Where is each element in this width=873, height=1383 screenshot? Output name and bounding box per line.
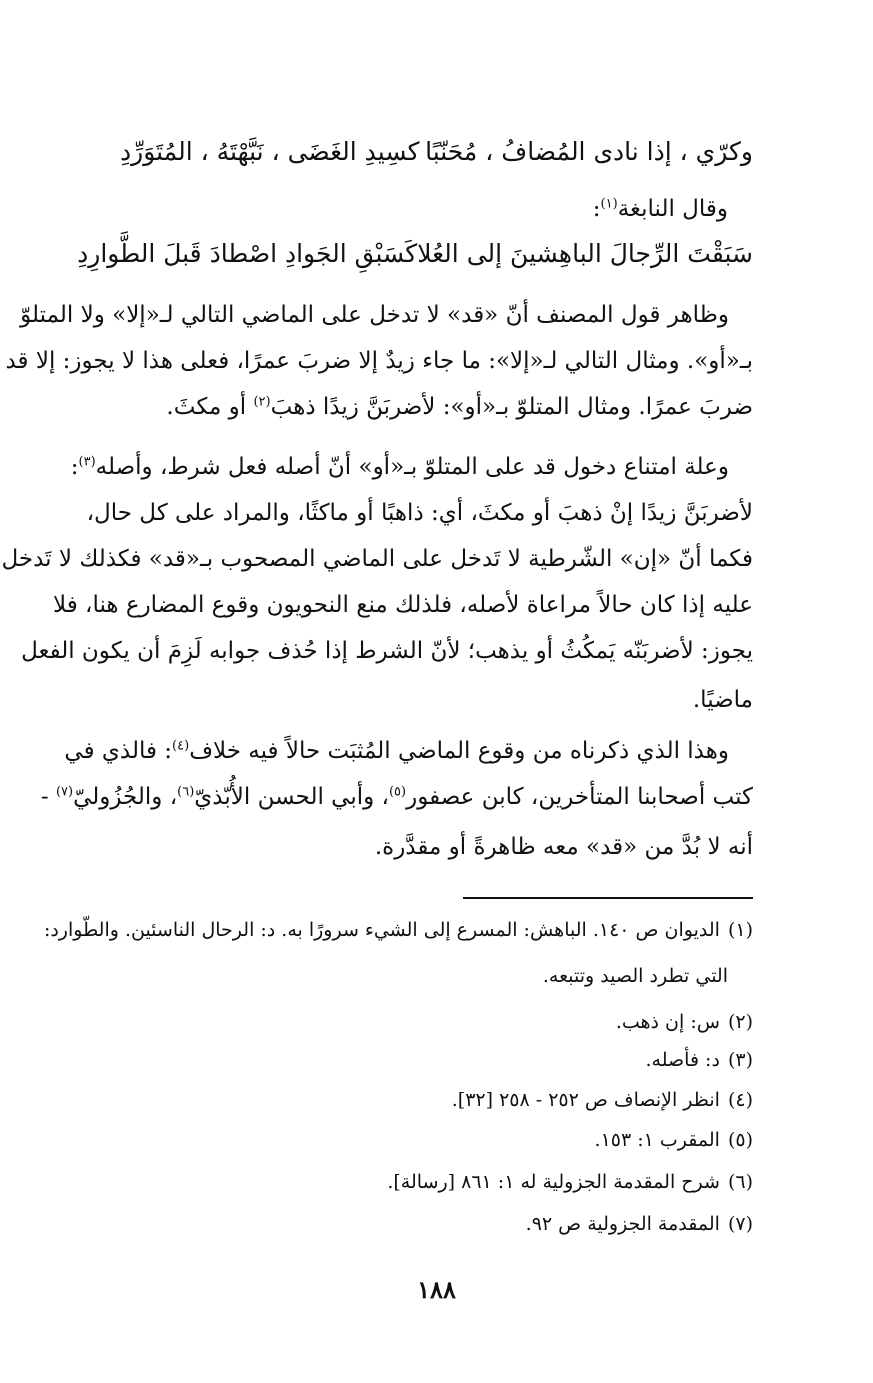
footnote <box>120 1006 753 1038</box>
verse-second-hemistich: كَسَبْقِ الجَوادِ اصْطادَ قَبلَ الطَّوارِدِ <box>77 239 418 268</box>
footnote-ref: (٧) <box>55 784 74 800</box>
footnote-ref: (١) <box>600 196 618 212</box>
footnote <box>120 1208 753 1240</box>
text-segment: أو مكثَ. <box>166 394 254 420</box>
footnote-ref: (٦) <box>177 784 195 800</box>
text-line: يجوز: لأضربَنّه يَمكُثُ أو يذهب؛ لأنّ الشرط إذا حُذف جوابه لَزِمَ أن يكون الفعل <box>21 638 753 664</box>
footnote <box>120 1084 753 1116</box>
footnote-number: (٤) <box>727 1089 753 1111</box>
verse-line <box>77 234 753 274</box>
intro-colon: : <box>592 196 601 222</box>
footnote-ref: (٥) <box>388 784 407 800</box>
footnote <box>120 1044 753 1076</box>
text-segment: كتب أصحابنا المتأخرين، كابن عصفور <box>406 784 753 810</box>
footnote-number: (٧) <box>727 1213 753 1235</box>
text-line: ماضيًا. <box>692 687 753 713</box>
footnote-number: (١) <box>727 919 753 941</box>
footnote-number: (٥) <box>727 1129 753 1151</box>
footnote-text: المقدمة الجزولية ص ٩٢. <box>525 1213 720 1235</box>
text-segment: وعلة امتناع دخول قد على المتلوّ بـ«أو» أنّ أصله فعل شرط، وأصله <box>95 454 729 480</box>
footnote-separator <box>463 897 753 899</box>
text-line: أنه لا بُدَّ من «قد» معه ظاهرةً أو مقدَّرة. <box>374 834 753 860</box>
footnote <box>120 1124 753 1156</box>
footnote-text: د: فأصله. <box>645 1049 720 1071</box>
text-line <box>40 778 753 816</box>
verse-line <box>120 132 753 172</box>
footnote-text: شرح المقدمة الجزولية له ١: ٨٦١ [رسالة]. <box>387 1171 720 1193</box>
footnote-text: المقرب ١: ١٥٣. <box>594 1129 720 1151</box>
page-number: ١٨٨ <box>417 1275 456 1304</box>
footnote-number: (٣) <box>727 1049 753 1071</box>
text-line: عليه إذا كان حالاً مراعاة لأصله، فلذلك منع النحويون وقوع المضارع هنا، فلا <box>53 592 753 618</box>
text-line <box>70 448 753 486</box>
verse-intro <box>593 190 728 228</box>
footnote-text: التي تطرد الصيد وتتبعه. <box>542 965 728 987</box>
footnote-number: (٦) <box>727 1171 753 1193</box>
verse-first-hemistich: سَبَقْتَ الرِّجالَ الباهِشينَ إلى العُلا <box>417 239 753 268</box>
footnote <box>120 1166 753 1198</box>
text-line: بـ«أو». ومثال التالي لـ«إلا»: ما جاء زيدٌ إلا ضربَ عمرًا، فعلى هذا لا يجوز: إلا قد <box>5 348 753 374</box>
text-segment: ، والجُزُوليّ <box>73 784 178 810</box>
text-segment: وهذا الذي ذكرناه من وقوع الماضي المُثبَت حالاً فيه خلاف <box>189 738 729 764</box>
text-line <box>64 732 753 770</box>
footnote-text: انظر الإنصاف ص ٢٥٢ - ٢٥٨ [٣٢]. <box>451 1089 720 1111</box>
footnote-number: (٢) <box>727 1011 753 1033</box>
verse-first-hemistich: وكرّي ، إذا نادى المُضافُ ، مُحَنّبًا <box>425 137 753 166</box>
footnote-ref: (٢) <box>253 394 271 410</box>
verse-second-hemistich: كسِيدِ الغَضَى ، نَبَّهْتَهُ ، المُتَوَرِّدِ <box>120 137 420 166</box>
footnote-ref: (٣) <box>78 454 96 470</box>
text-line <box>120 388 753 426</box>
footnote <box>43 914 753 946</box>
footnote-text: الديوان ص ١٤٠. الباهش: المسرع إلى الشيء سرورًا به. د: الرحال الناسئين. والطّوارد: <box>43 919 720 941</box>
footnote-text: س: إن ذهب. <box>615 1011 720 1033</box>
text-line: فكما أنّ «إن» الشّرطية لا تَدخل على الماضي المصحوب بـ«قد» فكذلك لا تَدخل <box>1 546 753 572</box>
text-segment: : <box>70 454 79 480</box>
footnote-continuation <box>120 960 728 992</box>
text-line: لأضربَنَّ زيدًا إنْ ذهبَ أو مكثَ، أي: ذاهبًا أو ماكثًا، والمراد على كل حال، <box>86 500 753 526</box>
text-line: وظاهر قول المصنف أنّ «قد» لا تدخل على الماضي التالي لـ«إلا» ولا المتلوّ <box>20 302 729 328</box>
text-segment: ، وأبي الحسن الأُبّذيّ <box>194 784 389 810</box>
text-segment: : فالذي في <box>64 738 173 764</box>
footnote-ref: (٤) <box>172 738 190 754</box>
text-segment: ضربَ عمرًا. ومثال المتلوّ بـ«أو»: لأضربَنَّ زيدًا ذهبَ <box>270 394 753 420</box>
intro-text: وقال النابغة <box>617 196 728 222</box>
text-segment: - <box>40 784 56 810</box>
